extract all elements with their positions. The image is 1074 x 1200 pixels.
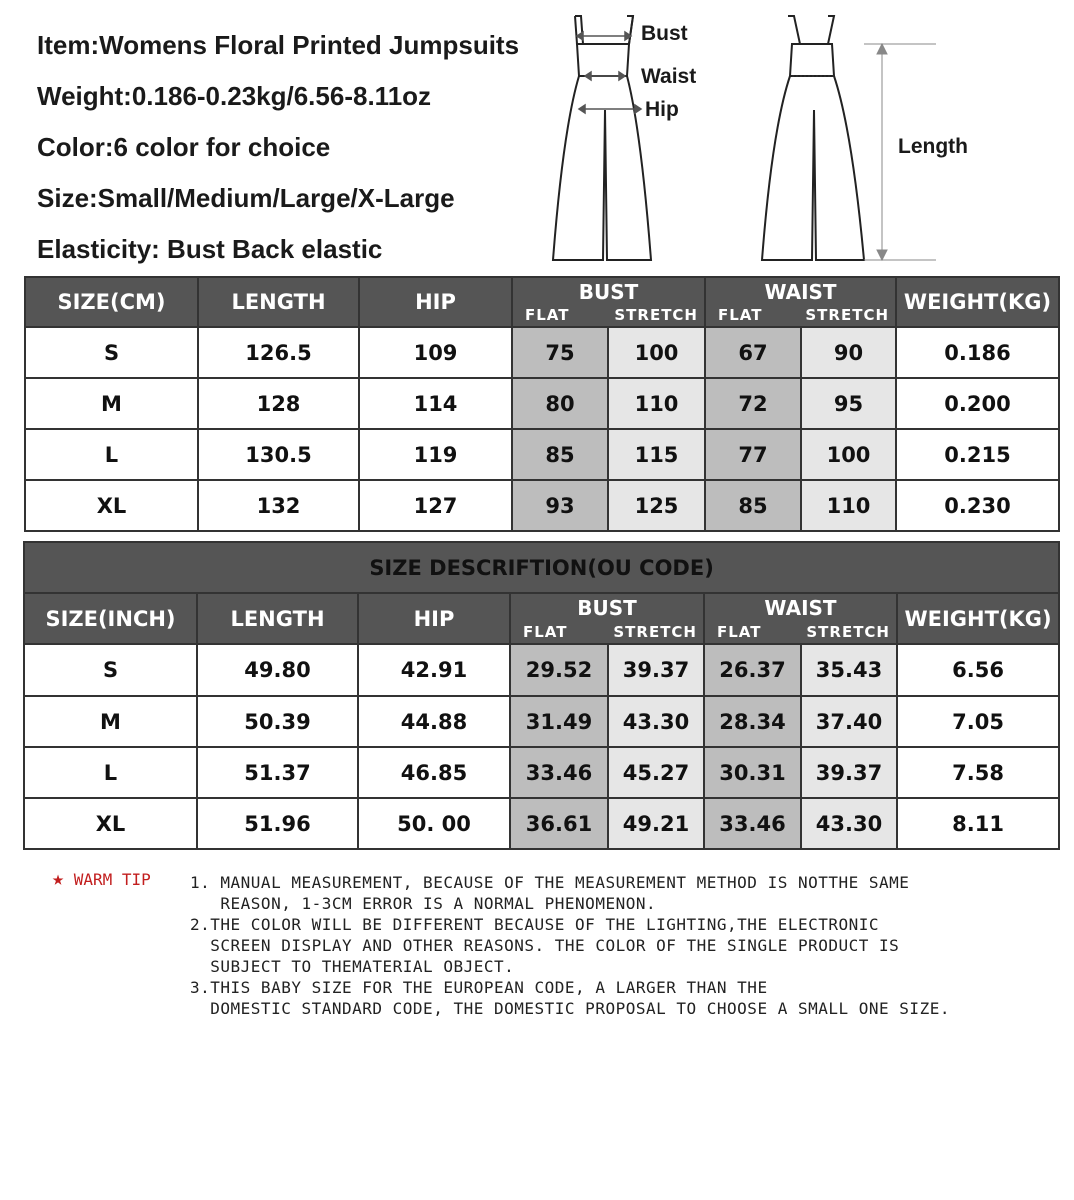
header-waist-stretch: STRETCH bbox=[805, 306, 890, 324]
cell-length: 128 bbox=[198, 378, 359, 429]
cell-waist-stretch: 95 bbox=[801, 378, 896, 429]
cell-length: 49.80 bbox=[197, 644, 358, 696]
item-weight: Weight:0.186-0.23kg/6.56-8.11oz bbox=[37, 81, 432, 111]
cell-waist-stretch: 37.40 bbox=[801, 696, 897, 747]
cell-waist-stretch: 39.37 bbox=[801, 747, 897, 798]
table-row bbox=[25, 480, 1059, 531]
table-row bbox=[24, 798, 1059, 849]
cell-waist-stretch: 110 bbox=[801, 480, 896, 531]
cell-bust-flat: 75 bbox=[512, 327, 608, 378]
cell-waist-stretch: 35.43 bbox=[801, 644, 897, 696]
header-waist: WAIST bbox=[764, 280, 837, 304]
warm-tip-text: WARM TIP bbox=[73, 870, 151, 889]
cell-bust-stretch: 125 bbox=[608, 480, 705, 531]
cell-hip: 127 bbox=[359, 480, 512, 531]
cell-bust-stretch: 45.27 bbox=[608, 747, 704, 798]
jumpsuit-front-illustration bbox=[545, 10, 655, 266]
item-elasticity: Elasticity: Bust Back elastic bbox=[37, 234, 383, 264]
tip-line: 1. MANUAL MEASUREMENT, BECAUSE OF THE MEASUREMENT METHOD IS NOTTHE SAME bbox=[190, 873, 910, 892]
cell-bust-stretch: 115 bbox=[608, 429, 705, 480]
cell-waist-flat: 67 bbox=[705, 327, 801, 378]
cell-waist-stretch: 90 bbox=[801, 327, 896, 378]
cell-size: XL bbox=[24, 798, 197, 849]
cell-size: M bbox=[25, 378, 198, 429]
cell-size: S bbox=[25, 327, 198, 378]
bust-label: Bust bbox=[641, 22, 688, 45]
cell-hip: 42.91 bbox=[358, 644, 510, 696]
header-size-inch: SIZE(INCH) bbox=[24, 593, 197, 644]
cell-weight: 0.186 bbox=[896, 327, 1059, 378]
item-name: Item:Womens Floral Printed Jumpsuits bbox=[37, 30, 520, 60]
cell-weight: 7.05 bbox=[897, 696, 1059, 747]
cell-bust-flat: 29.52 bbox=[510, 644, 608, 696]
cell-length: 132 bbox=[198, 480, 359, 531]
header-waist: WAIST bbox=[764, 596, 837, 620]
cell-size: L bbox=[24, 747, 197, 798]
cell-waist-flat: 33.46 bbox=[704, 798, 801, 849]
cell-weight: 6.56 bbox=[897, 644, 1059, 696]
tip-line: REASON, 1-3CM ERROR IS A NORMAL PHENOMENON. bbox=[190, 894, 657, 913]
cell-size: S bbox=[24, 644, 197, 696]
header-hip: HIP bbox=[359, 277, 512, 327]
table-row bbox=[25, 378, 1059, 429]
table-row bbox=[24, 747, 1059, 798]
header-bust-group bbox=[512, 277, 705, 327]
header-size-cm: SIZE(CM) bbox=[25, 277, 198, 327]
cell-bust-flat: 93 bbox=[512, 480, 608, 531]
cell-waist-stretch: 43.30 bbox=[801, 798, 897, 849]
cell-size: L bbox=[25, 429, 198, 480]
cell-waist-flat: 30.31 bbox=[704, 747, 801, 798]
header-hip: HIP bbox=[358, 593, 510, 644]
cell-length: 51.96 bbox=[197, 798, 358, 849]
header-waist-flat: FLAT bbox=[718, 306, 763, 324]
cell-waist-stretch: 100 bbox=[801, 429, 896, 480]
header-bust: BUST bbox=[577, 596, 637, 620]
cell-length: 130.5 bbox=[198, 429, 359, 480]
item-color: Color:6 color for choice bbox=[37, 132, 331, 162]
cell-size: XL bbox=[25, 480, 198, 531]
cell-hip: 50. 00 bbox=[358, 798, 510, 849]
waist-label: Waist bbox=[641, 65, 697, 88]
cell-bust-flat: 33.46 bbox=[510, 747, 608, 798]
cell-length: 51.37 bbox=[197, 747, 358, 798]
cell-bust-stretch: 39.37 bbox=[608, 644, 704, 696]
table-row bbox=[25, 327, 1059, 378]
cell-hip: 119 bbox=[359, 429, 512, 480]
cell-hip: 114 bbox=[359, 378, 512, 429]
header-bust-flat: FLAT bbox=[523, 623, 568, 641]
tip-line: DOMESTIC STANDARD CODE, THE DOMESTIC PROPOSAL TO CHOOSE A SMALL ONE SIZE. bbox=[190, 999, 950, 1018]
table-row bbox=[24, 696, 1059, 747]
cell-weight: 0.200 bbox=[896, 378, 1059, 429]
cell-bust-flat: 31.49 bbox=[510, 696, 608, 747]
cell-waist-flat: 85 bbox=[705, 480, 801, 531]
header-length: LENGTH bbox=[197, 593, 358, 644]
cell-bust-stretch: 43.30 bbox=[608, 696, 704, 747]
cell-bust-stretch: 110 bbox=[608, 378, 705, 429]
table-row bbox=[25, 429, 1059, 480]
cell-length: 126.5 bbox=[198, 327, 359, 378]
tip-line: 2.THE COLOR WILL BE DIFFERENT BECAUSE OF THE LIGHTING,THE ELECTRONIC bbox=[190, 915, 880, 934]
cell-bust-flat: 36.61 bbox=[510, 798, 608, 849]
warm-tip-notes bbox=[190, 872, 950, 1019]
hip-label: Hip bbox=[645, 98, 679, 121]
cell-bust-stretch: 49.21 bbox=[608, 798, 704, 849]
header-bust-group bbox=[510, 593, 704, 644]
length-label: Length bbox=[898, 135, 968, 158]
header-bust-flat: FLAT bbox=[525, 306, 570, 324]
star-icon: ★ bbox=[52, 866, 65, 890]
header-bust-stretch: STRETCH bbox=[614, 306, 698, 324]
header-bust-stretch: STRETCH bbox=[613, 623, 697, 641]
tip-line: SCREEN DISPLAY AND OTHER REASONS. THE COLOR OF THE SINGLE PRODUCT IS bbox=[190, 936, 900, 955]
size-description-banner: SIZE DESCRIFTION(OU CODE) bbox=[24, 542, 1059, 593]
header-weight: WEIGHT(KG) bbox=[896, 277, 1059, 327]
tip-line: SUBJECT TO THEMATERIAL OBJECT. bbox=[190, 957, 515, 976]
cell-hip: 44.88 bbox=[358, 696, 510, 747]
cell-weight: 0.215 bbox=[896, 429, 1059, 480]
size-table-inch bbox=[23, 541, 1060, 850]
cell-size: M bbox=[24, 696, 197, 747]
cell-bust-stretch: 100 bbox=[608, 327, 705, 378]
item-size: Size:Small/Medium/Large/X-Large bbox=[37, 183, 455, 213]
table-row bbox=[24, 644, 1059, 696]
header-waist-group bbox=[705, 277, 896, 327]
cell-bust-flat: 85 bbox=[512, 429, 608, 480]
warm-tip-label bbox=[52, 866, 151, 890]
cell-waist-flat: 77 bbox=[705, 429, 801, 480]
cell-waist-flat: 26.37 bbox=[704, 644, 801, 696]
cell-hip: 109 bbox=[359, 327, 512, 378]
cell-length: 50.39 bbox=[197, 696, 358, 747]
header-length: LENGTH bbox=[198, 277, 359, 327]
cell-weight: 7.58 bbox=[897, 747, 1059, 798]
header-bust: BUST bbox=[578, 280, 639, 304]
header-waist-group bbox=[704, 593, 897, 644]
cell-bust-flat: 80 bbox=[512, 378, 608, 429]
cell-waist-flat: 72 bbox=[705, 378, 801, 429]
header-waist-flat: FLAT bbox=[717, 623, 762, 641]
header-weight: WEIGHT(KG) bbox=[897, 593, 1059, 644]
tip-line: 3.THIS BABY SIZE FOR THE EUROPEAN CODE, A LARGER THAN THE bbox=[190, 978, 768, 997]
cell-waist-flat: 28.34 bbox=[704, 696, 801, 747]
header-waist-stretch: STRETCH bbox=[806, 623, 890, 641]
size-table-cm bbox=[24, 276, 1060, 532]
cell-weight: 0.230 bbox=[896, 480, 1059, 531]
cell-hip: 46.85 bbox=[358, 747, 510, 798]
cell-weight: 8.11 bbox=[897, 798, 1059, 849]
